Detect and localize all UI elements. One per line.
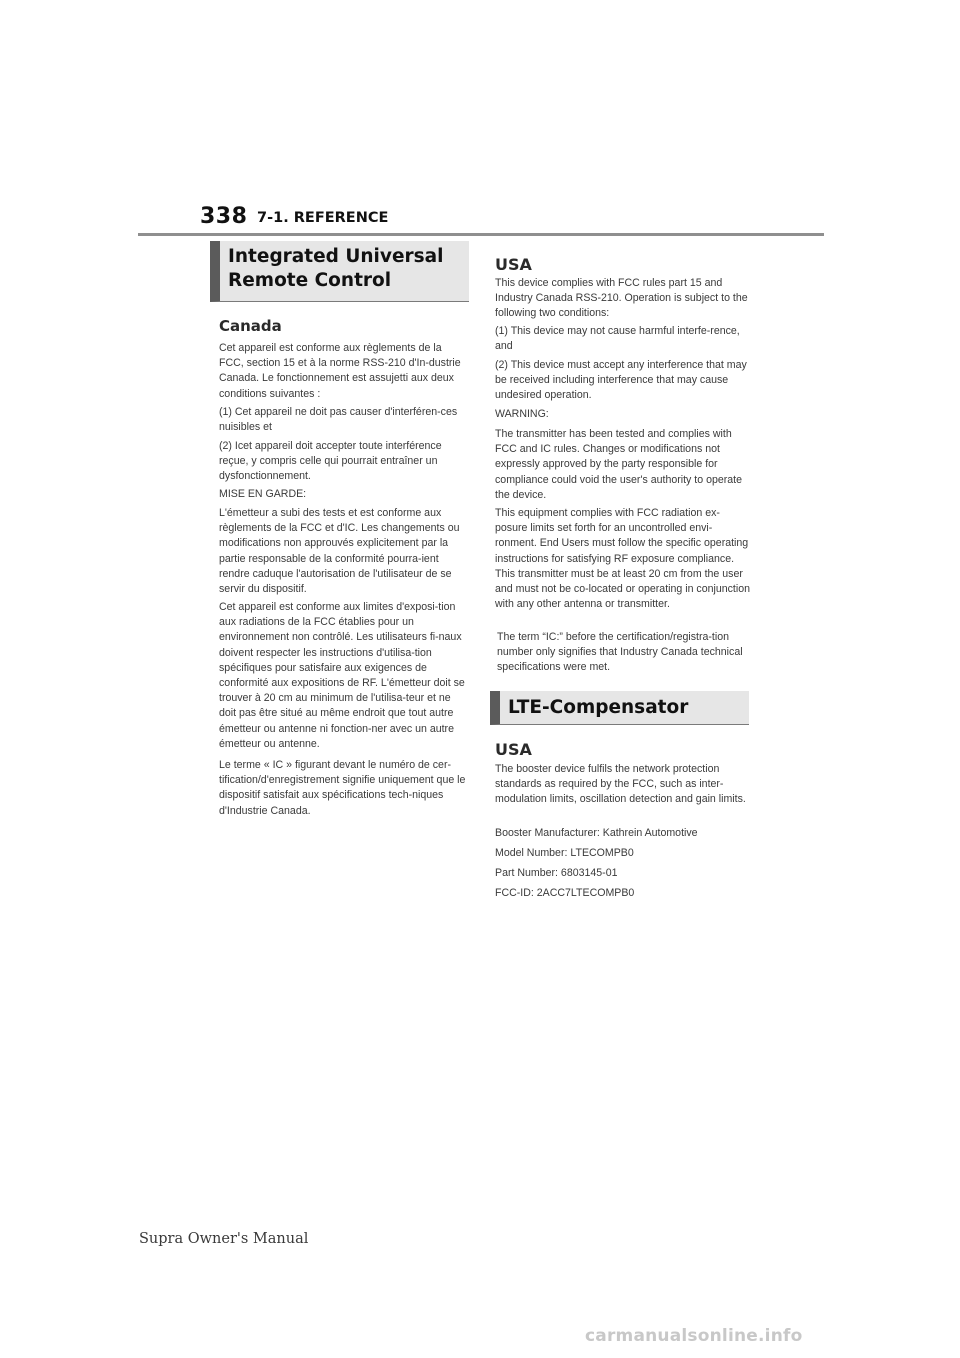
lte-model-number: Model Number: LTECOMPB0	[495, 847, 634, 859]
usa-heading: USA	[495, 255, 532, 274]
lte-compensator-heading: LTE-Compensator	[490, 691, 749, 725]
canada-paragraph-5: L'émetteur a subi des tests et est conforme aux règlements de la FCC et d'IC. Les changements ou modifications non approuvés explicitement par la partie responsable de la conformité pourra-ient rendre caduque l'autorisation de l'utilisateur de se servir du dispositif.	[219, 507, 460, 596]
canada-paragraph-4: MISE EN GARDE:	[219, 488, 307, 500]
usa-paragraph-7: The term “IC:” before the certification/registra-tion number only signifies that Industry Canada technical specifications were met.	[497, 631, 743, 674]
heading-line-1: Integrated Universal	[228, 246, 444, 267]
lte-part-number: Part Number: 6803145-01	[495, 867, 618, 879]
usa-paragraph-3: (2) This device must accept any interference that may be received including interference that may cause undesired operation.	[495, 359, 747, 402]
canada-paragraph-3: (2) Icet appareil doit accepter toute interférence reçue, y compris celle qui pourrait entraîner un dysfonctionnement.	[219, 440, 442, 483]
manual-title-footer: Supra Owner's Manual	[139, 1231, 309, 1247]
integrated-universal-remote-control-heading	[210, 241, 469, 302]
canada-paragraph-7: Le terme « IC » figurant devant le numéro de cer-tification/d'enregistrement signifie uniquement que le dispositif satisfait aux spécifications tech-niques d'Industrie Canada.	[219, 759, 466, 817]
heading-line-2: Remote Control	[228, 270, 392, 291]
lte-fcc-id: FCC-ID: 2ACC7LTECOMPB0	[495, 887, 635, 899]
usa-paragraph-5: The transmitter has been tested and complies with FCC and IC rules. Changes or modifications not expressly approved by the party responsible for compliance could void the user's authority to operate the device.	[495, 428, 742, 501]
canada-paragraph-2: (1) Cet appareil ne doit pas causer d'interféren-ces nuisibles et	[219, 406, 458, 434]
usa-paragraph-4: WARNING:	[495, 408, 549, 420]
canada-paragraph-6: Cet appareil est conforme aux limites d'exposi-tion aux radiations de la FCC établies pour un environnement non contrôlé. Les utilisateurs fi-naux doivent respecter les instructions d'utilisa-tion spécifiques pour satisfaire aux exigences de conformité aux expositions de RF. L'émetteur doit se trouver à 20 cm au minimum de l'utilisa-teur et ne doit pas être situé au même endroit que tout autre émetteur ou antenne ni fonction-ner avec un autre émetteur ou antenne.	[219, 601, 465, 750]
header-rule	[138, 233, 824, 236]
lte-manufacturer: Booster Manufacturer: Kathrein Automotive	[495, 827, 698, 839]
canada-heading: Canada	[219, 317, 282, 335]
watermark: carmanualsonline.info	[585, 1326, 803, 1346]
canada-paragraph-1: Cet appareil est conforme aux règlements de la FCC, section 15 et à la norme RSS-210 d'In-dustrie Canada. Le fonctionnement est assujetti aux deux conditions suivantes :	[219, 342, 461, 400]
page-number: 338	[200, 204, 248, 229]
usa-paragraph-2: (1) This device may not cause harmful interfe-rence, and	[495, 325, 740, 353]
usa-paragraph-1: This device complies with FCC rules part 15 and Industry Canada RSS-210. Operation is subject to the following two conditions:	[495, 277, 748, 320]
usa-paragraph-6: This equipment complies with FCC radiation ex-posure limits set forth for an uncontrolled envi-ronment. End Users must follow the specific operating instructions for satisfying RF exposure compliance. This transmitter must be at least 20 cm from the user and must not be co-located or operating in conjunction with any other antenna or transmitter.	[495, 507, 751, 611]
lte-paragraph-1: The booster device fulfils the network protection standards as required by the FCC, such as inter-modulation limits, oscillation detection and gain limits.	[495, 763, 746, 806]
lte-usa-heading: USA	[495, 740, 532, 759]
section-title: 7-1. REFERENCE	[257, 210, 389, 226]
